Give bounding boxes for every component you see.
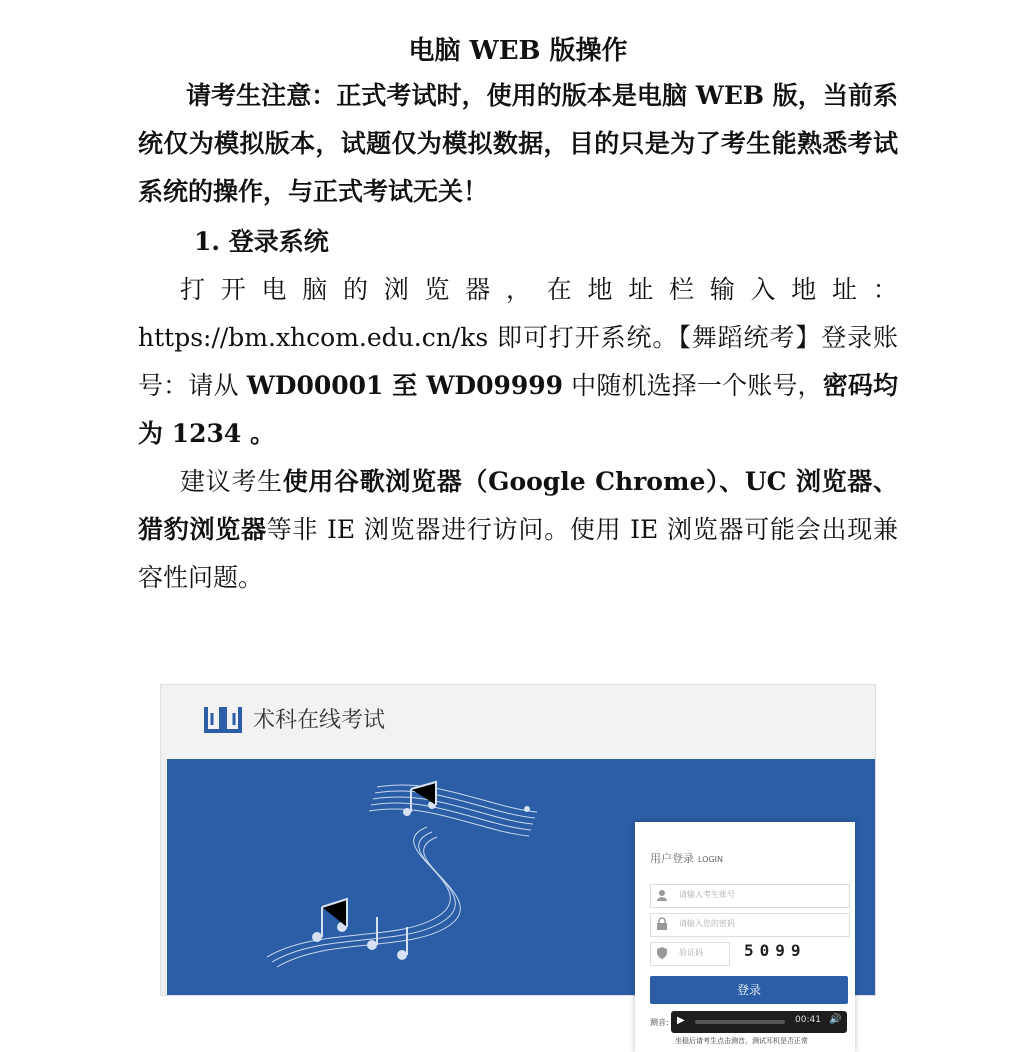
login-first-line-char: 输	[709, 275, 735, 304]
shield-icon	[656, 947, 668, 959]
user-icon	[656, 889, 668, 901]
captcha-placeholder: 验证码	[679, 948, 703, 957]
music-notes-icon	[257, 767, 557, 987]
login-first-line-char: 电	[261, 275, 287, 304]
login-first-line-char: 开	[220, 275, 246, 304]
login-first-line-char: 器	[465, 275, 491, 304]
password-placeholder: 请输入您的密码	[679, 919, 735, 928]
notice-paragraph: 请考生注意：正式考试时，使用的版本是电脑 WEB 版，当前系统仅为模拟版本，试题仅为模拟数据，目的只是为了考生能熟悉考试系统的操作，与正式考试无关！	[138, 81, 898, 206]
step-heading: 1. 登录系统	[194, 227, 329, 256]
book-logo-icon	[203, 703, 243, 737]
login-first-line-char: 打	[180, 275, 206, 304]
lock-icon	[656, 918, 668, 930]
login-paragraph	[138, 266, 898, 458]
login-first-line-char: 的	[343, 275, 369, 304]
account-random-note: 中随机选择一个账号，	[563, 371, 823, 400]
app-header	[161, 685, 875, 759]
play-icon[interactable]: ▶	[677, 1015, 685, 1026]
login-first-line-char: 地	[587, 275, 613, 304]
login-screenshot	[160, 684, 876, 1045]
login-panel	[635, 822, 855, 1052]
login-first-line-char: 地	[791, 275, 817, 304]
password-note: 密码均为 1234 。	[138, 371, 898, 448]
login-title-en: LOGIN	[698, 855, 724, 864]
page-title: 电脑 WEB 版操作	[408, 36, 628, 66]
audio-hint: 坐稳后请考生点击测音，测试耳机是否正常	[675, 1037, 808, 1045]
login-first-line-char: 览	[424, 275, 450, 304]
login-button[interactable]: 登录	[650, 976, 848, 1004]
login-title	[650, 850, 723, 866]
volume-icon[interactable]: 🔊	[829, 1014, 842, 1025]
account-start: WD00001	[246, 371, 384, 400]
audio-time: 00:41	[795, 1015, 821, 1025]
browser-intro: 建议考生	[180, 467, 283, 496]
login-first-line-char: 栏	[669, 275, 695, 304]
account-end: WD09999	[426, 371, 564, 400]
audio-progress-track[interactable]	[695, 1020, 785, 1024]
browser-list: 使用谷歌浏览器（Google Chrome）、UC 浏览器、猎豹浏览器	[138, 467, 898, 544]
login-first-line-char: 脑	[302, 275, 328, 304]
browser-paragraph	[138, 458, 898, 602]
browser-rest: 等非 IE 浏览器进行访问。使用 IE 浏览器可能会出现兼容性问题。	[138, 515, 898, 592]
login-first-line-char: 浏	[383, 275, 409, 304]
username-field[interactable]	[650, 884, 850, 908]
login-first-line	[138, 266, 898, 314]
audio-player[interactable]	[671, 1011, 847, 1033]
password-field[interactable]	[650, 913, 850, 937]
login-title-text: 用户登录	[650, 852, 694, 865]
audio-test-label: 测音:	[650, 1018, 669, 1027]
login-instruction: 即可打开系统。【舞蹈统考】登录账号：请从	[138, 323, 898, 400]
login-first-line-char: 在	[546, 275, 572, 304]
login-first-line-char: 址	[832, 275, 858, 304]
captcha-field[interactable]	[650, 942, 730, 966]
login-first-line-char: ，	[506, 275, 532, 304]
login-first-line-char: 入	[750, 275, 776, 304]
account-to: 至	[383, 371, 427, 400]
login-first-line-char: 址	[628, 275, 654, 304]
login-first-line-char: ：	[872, 275, 898, 304]
login-url: https://bm.xhcom.edu.cn/ks	[138, 323, 489, 352]
captcha-image[interactable]: 5099	[744, 941, 807, 960]
username-placeholder: 请输入考生账号	[679, 890, 735, 899]
login-banner	[167, 759, 875, 1045]
app-name: 术科在线考试	[253, 708, 386, 733]
